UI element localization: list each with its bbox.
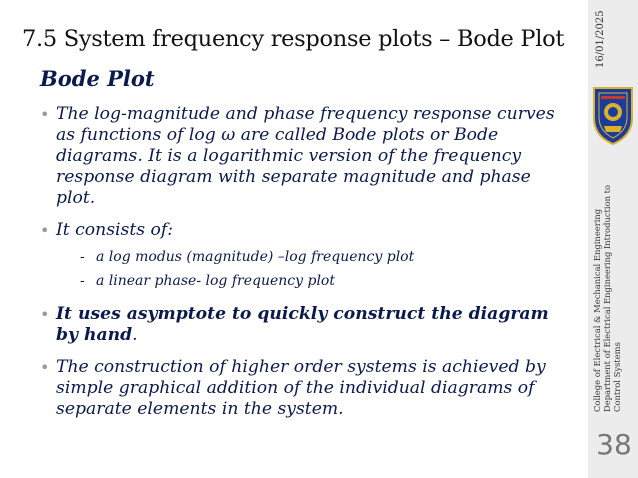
subitem-text: a log modus (magnitude) –log frequency plot	[96, 249, 415, 265]
bullet-construction	[40, 357, 575, 420]
bullet-asymptote	[40, 304, 575, 346]
subitem-magnitude-plot	[40, 249, 575, 266]
bullet-icon: •	[40, 105, 50, 124]
slide-content	[40, 104, 575, 431]
slide-title: 7.5 System frequency response plots – Bode Plot	[22, 26, 565, 52]
bullet-icon: •	[40, 358, 50, 377]
section-heading: Bode Plot	[40, 66, 155, 91]
bullet-icon: •	[40, 221, 50, 240]
page-number: 38	[596, 428, 632, 461]
bullet-text: The construction of higher order systems is achieved by simple graphical addition of the individual diagrams of separate elements in the system.	[56, 357, 546, 419]
bullet-text: It consists of:	[56, 220, 174, 240]
bullet-consists	[40, 220, 575, 241]
subitem-text: a linear phase- log frequency plot	[96, 273, 335, 289]
bullet-text: The log-magnitude and phase frequency response curves as functions of log ω are called Bode plots or Bode diagrams. It is a logarithmic version of the frequency response diagram with separate magnitude and phase plot.	[56, 104, 555, 208]
subitem-phase-plot	[40, 273, 575, 290]
bullet-bold-text: It uses asymptote to quickly construct the diagram by hand	[56, 304, 549, 345]
bullet-text	[56, 304, 549, 345]
bullet-icon: •	[40, 305, 50, 324]
bullet-tail: .	[132, 325, 138, 345]
dash-icon: -	[80, 249, 85, 265]
bullet-definition	[40, 104, 575, 209]
seal-graphic	[590, 82, 636, 146]
dash-icon: -	[80, 273, 85, 289]
university-seal-logo	[590, 82, 636, 146]
department-text: College of Electrical & Mechanical Engineering Department of Electrical Engineering Introduction to Control Systems	[592, 184, 622, 412]
slide-date: 16/01/2025	[595, 10, 606, 68]
